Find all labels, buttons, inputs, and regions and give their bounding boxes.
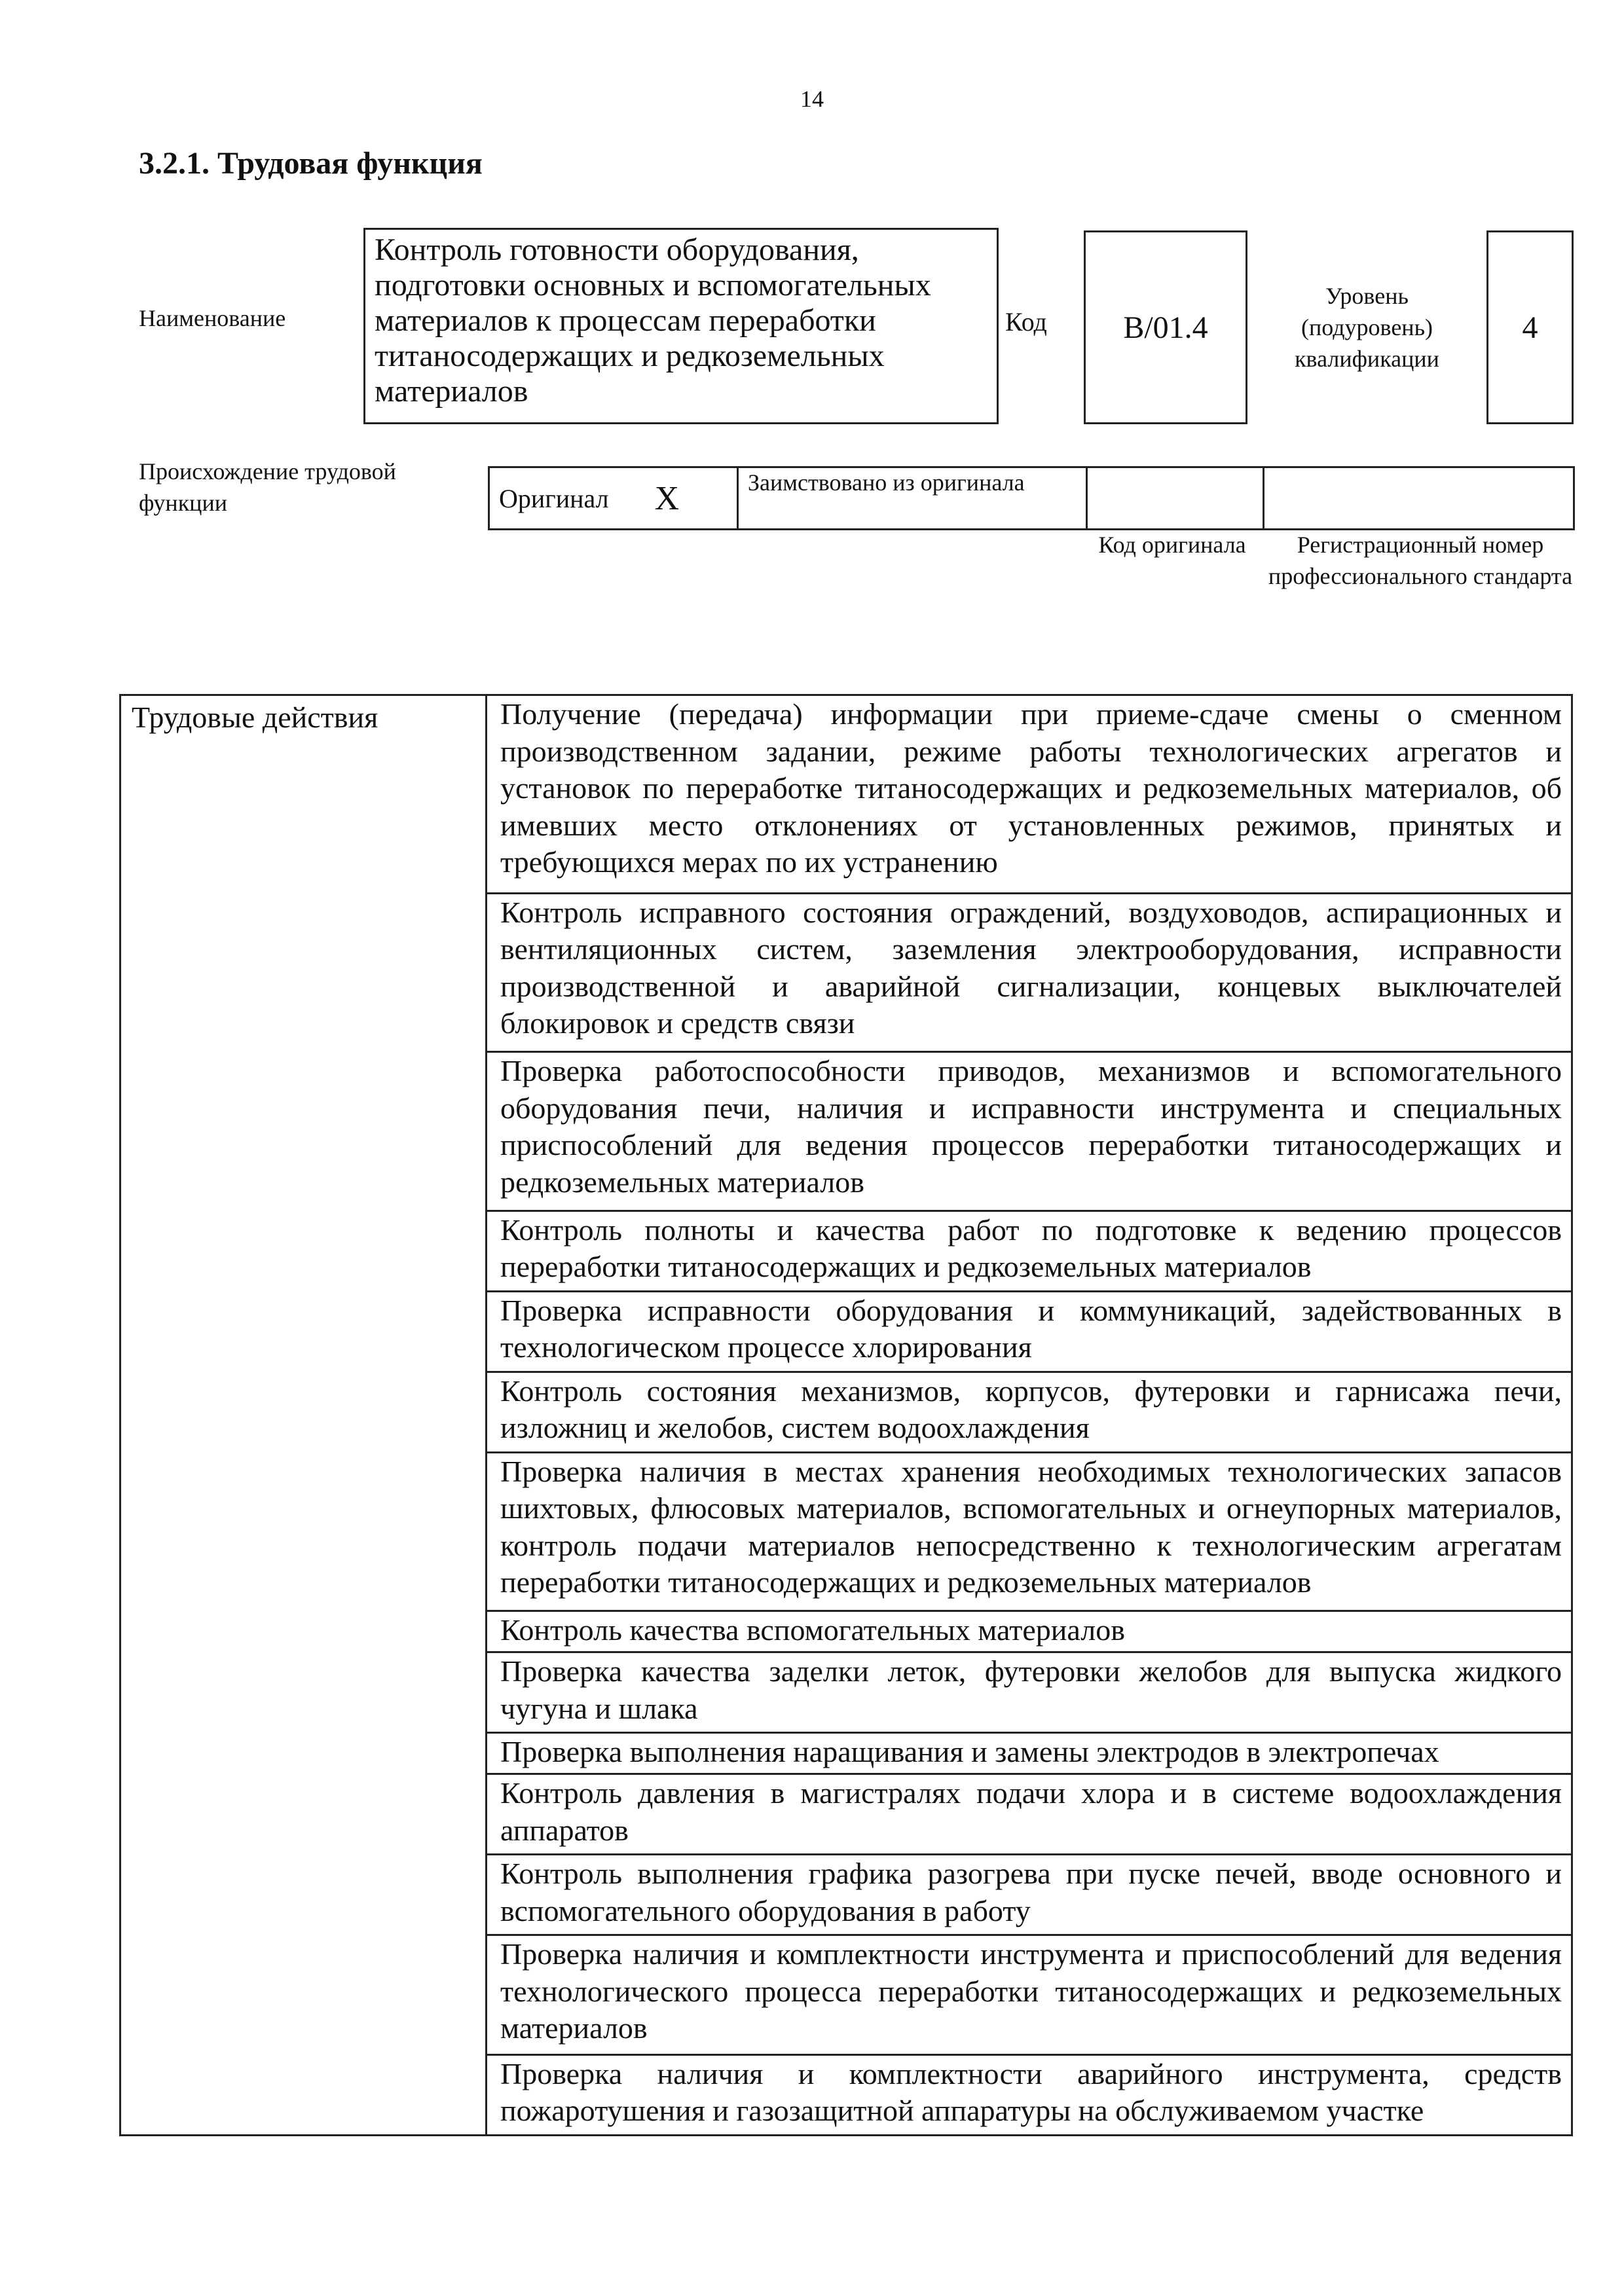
original-label: Оригинал bbox=[499, 483, 609, 513]
labor-action-item: Контроль выполнения графика разогрева при пуске печей, вводе основного и вспомогательного оборудования в работу bbox=[487, 1855, 1572, 1935]
borrowed-cell bbox=[739, 468, 1088, 528]
level-caption bbox=[1247, 280, 1486, 374]
borrowed-label: Заимствовано из оригинала bbox=[748, 469, 1025, 496]
code-value-box bbox=[1084, 230, 1247, 424]
original-code-cell bbox=[1088, 468, 1264, 528]
level-caption-line-1: Уровень bbox=[1325, 283, 1409, 309]
origin-label: Происхождение трудовой функции bbox=[139, 458, 396, 516]
code-value: B/01.4 bbox=[1123, 310, 1208, 345]
origin-row bbox=[488, 466, 1575, 530]
level-caption-line-2: (подуровень) bbox=[1301, 314, 1433, 340]
level-caption-line-3: квалификации bbox=[1295, 346, 1439, 372]
labor-action-item: Контроль качества вспомогательных материалов bbox=[487, 1611, 1572, 1652]
labor-action-item: Проверка наличия и комплектности аварийного инструмента, средств пожаротушения и газозащитной аппаратуры на обслуживаемом участке bbox=[487, 2054, 1572, 2135]
naming-label: Наименование bbox=[139, 305, 286, 331]
reg-number-caption: Регистрационный номер профессионального стандарта bbox=[1268, 532, 1573, 589]
labor-action-item: Проверка наличия и комплектности инструмента и приспособлений для ведения технологического процесса переработки титаносодержащих и редкоземельных материалов bbox=[487, 1935, 1572, 2055]
labor-action-item: Проверка выполнения наращивания и замены электродов в электропечах bbox=[487, 1733, 1572, 1774]
labor-action-item: Контроль давления в магистралях подачи хлора и в системе водоохлаждения аппаратов bbox=[487, 1774, 1572, 1855]
labor-actions-table bbox=[119, 694, 1573, 2136]
labor-action-item: Контроль полноты и качества работ по подготовке к ведению процессов переработки титаносодержащих и редкоземельных материалов bbox=[487, 1211, 1572, 1291]
code-original-caption: Код оригинала bbox=[1098, 532, 1246, 558]
labor-action-item: Проверка наличия в местах хранения необходимых технологических запасов шихтовых, флюсовых материалов, вспомогательных и огнеупорных материалов, контроль подачи материалов непосредственно к технологическим агрегатам переработки титаносодержащих и редкоземельных материалов bbox=[487, 1452, 1572, 1611]
section-heading: 3.2.1. Трудовая функция bbox=[139, 146, 483, 181]
code-label: Код bbox=[1005, 307, 1047, 337]
labor-action-item: Проверка исправности оборудования и коммуникаций, задействованных в технологическом процессе хлорирования bbox=[487, 1291, 1572, 1372]
level-value: 4 bbox=[1522, 310, 1538, 345]
original-cell bbox=[490, 468, 739, 528]
labor-action-item: Контроль исправного состояния ограждений, воздуховодов, аспирационных и вентиляционных систем, заземления электрооборудования, исправности производственной и аварийной сигнализации, концевых выключателей блокировок и средств связи bbox=[487, 893, 1572, 1052]
labor-action-item: Контроль состояния механизмов, корпусов, футеровки и гарнисажа печи, изложниц и желобов, систем водоохлаждения bbox=[487, 1372, 1572, 1452]
page-number: 14 bbox=[800, 86, 824, 112]
function-name-value: Контроль готовности оборудования, подготовки основных и вспомогательных материалов к процессам переработки титаносодержащих и редкоземельных материалов bbox=[363, 228, 999, 424]
table-row bbox=[120, 695, 1572, 894]
labor-actions-label: Трудовые действия bbox=[120, 695, 487, 2136]
original-mark: X bbox=[654, 479, 680, 517]
labor-action-item: Проверка качества заделки леток, футеровки желобов для выпуска жидкого чугуна и шлака bbox=[487, 1652, 1572, 1733]
reg-number-cell bbox=[1264, 468, 1573, 528]
labor-action-item: Получение (передача) информации при приеме-сдаче смены о сменном производственном задании, режиме работы технологических агрегатов и установок по переработке титаносодержащих и редкоземельных материалов, об имевших место отклонениях от установленных режимов, принятых и требующихся мерах по их устранению bbox=[487, 695, 1572, 894]
level-value-box bbox=[1486, 230, 1574, 424]
labor-action-item: Проверка работоспособности приводов, механизмов и вспомогательного оборудования печи, наличия и исправности инструмента и специальных приспособлений для ведения процессов переработки титаносодержащих и редкоземельных материалов bbox=[487, 1052, 1572, 1211]
